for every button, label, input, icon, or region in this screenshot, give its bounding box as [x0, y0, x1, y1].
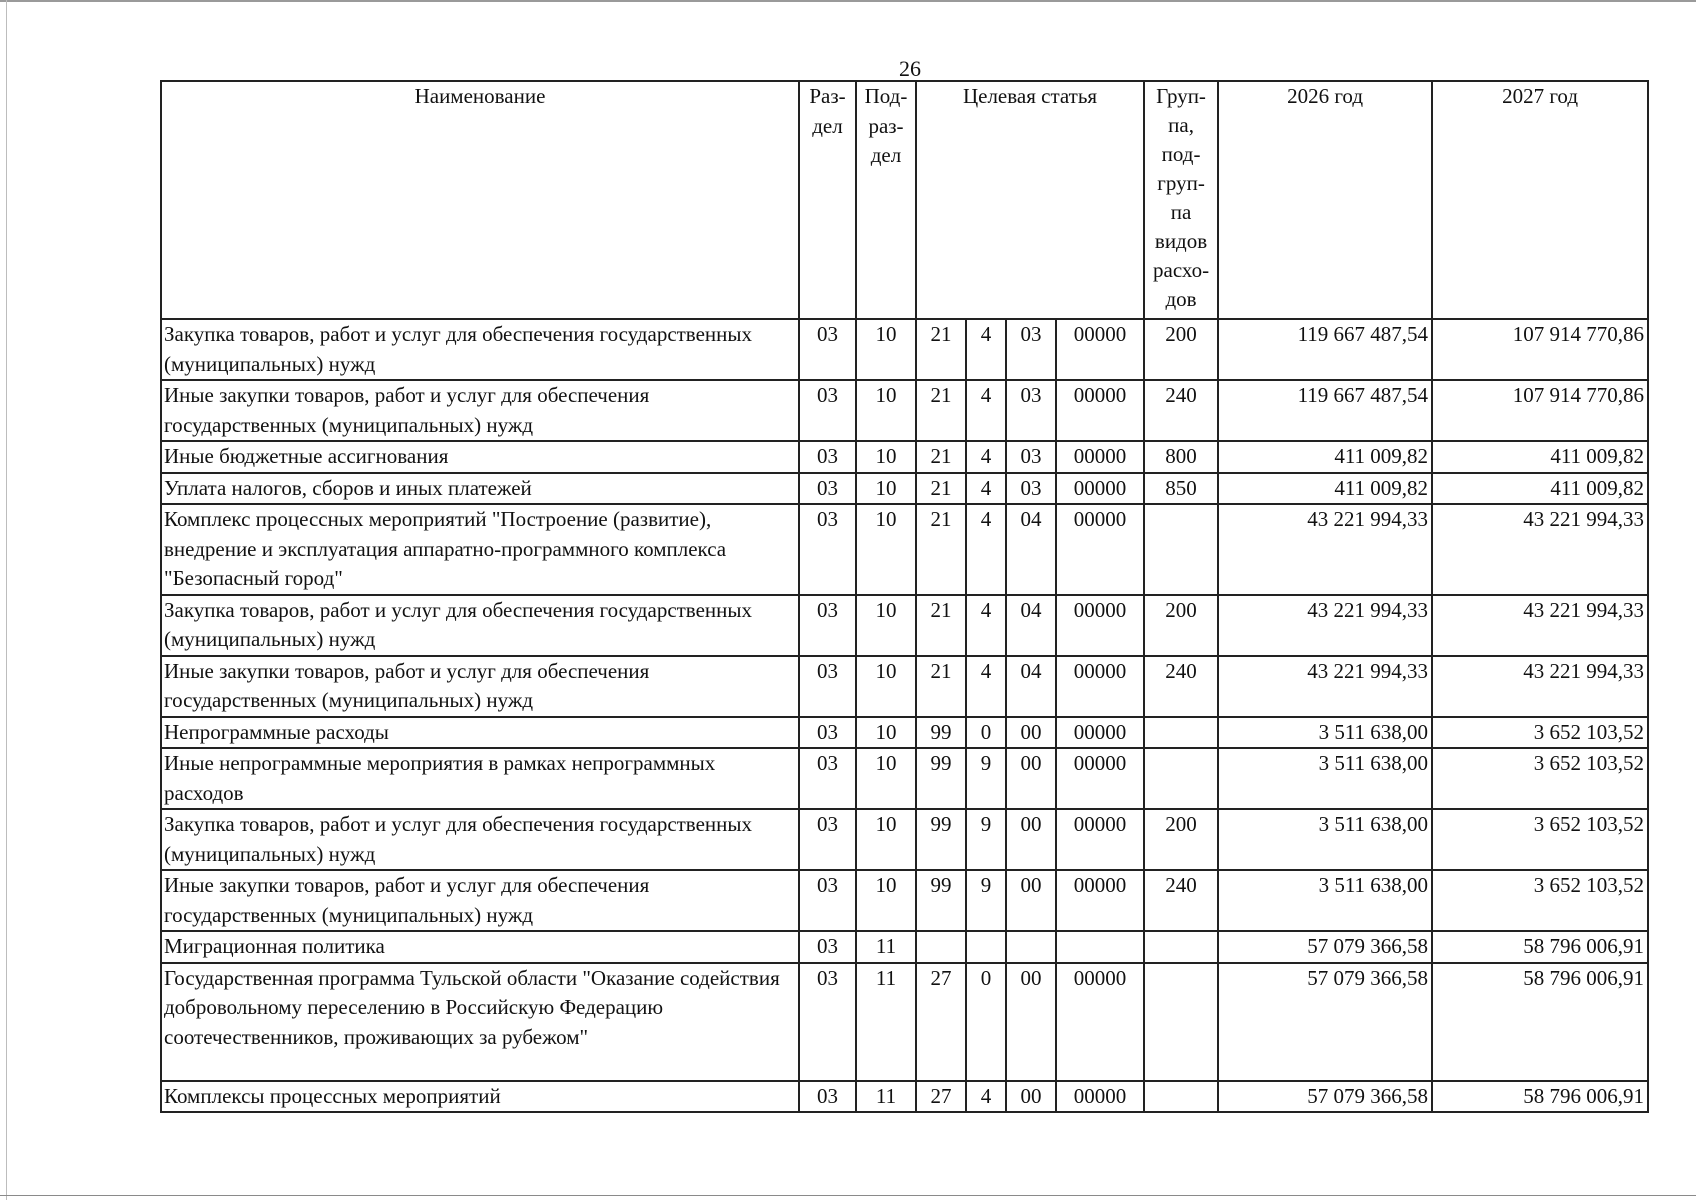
table-row [161, 656, 1648, 717]
cell-amount-2026: 57 079 366,58 [1218, 963, 1432, 1081]
cell-celevaya-program: 27 [916, 1081, 966, 1113]
cell-celevaya-subprogram: 00 [1006, 748, 1056, 809]
cell-razdel: 03 [799, 931, 856, 963]
cell-celevaya-subprogram: 00 [1006, 809, 1056, 870]
cell-name: Уплата налогов, сборов и иных платежей [161, 473, 799, 505]
cell-razdel: 03 [799, 656, 856, 717]
cell-vid-rashodov: 850 [1144, 473, 1218, 505]
cell-name: Закупка товаров, работ и услуг для обеспечения государственных (муниципальных) нужд [161, 319, 799, 380]
cell-name: Непрограммные расходы [161, 717, 799, 749]
cell-celevaya-direction: 00000 [1056, 319, 1144, 380]
cell-celevaya-type: 4 [966, 380, 1006, 441]
cell-celevaya-type [966, 931, 1006, 963]
cell-amount-2026: 3 511 638,00 [1218, 717, 1432, 749]
cell-amount-2026: 3 511 638,00 [1218, 870, 1432, 931]
cell-vid-rashodov [1144, 963, 1218, 1081]
cell-celevaya-program: 99 [916, 717, 966, 749]
cell-celevaya-type: 4 [966, 504, 1006, 595]
cell-razdel: 03 [799, 748, 856, 809]
cell-celevaya-subprogram: 00 [1006, 963, 1056, 1081]
cell-name: Закупка товаров, работ и услуг для обеспечения государственных (муниципальных) нужд [161, 809, 799, 870]
cell-celevaya-direction: 00000 [1056, 595, 1144, 656]
cell-celevaya-program: 99 [916, 870, 966, 931]
table-row [161, 748, 1648, 809]
cell-celevaya-direction [1056, 931, 1144, 963]
cell-celevaya-subprogram: 04 [1006, 595, 1056, 656]
cell-amount-2026: 57 079 366,58 [1218, 1081, 1432, 1113]
cell-amount-2027: 58 796 006,91 [1432, 931, 1648, 963]
cell-celevaya-direction: 00000 [1056, 656, 1144, 717]
cell-podrazdel: 10 [856, 717, 916, 749]
cell-celevaya-subprogram: 03 [1006, 473, 1056, 505]
cell-amount-2027: 107 914 770,86 [1432, 380, 1648, 441]
cell-celevaya-subprogram: 03 [1006, 319, 1056, 380]
cell-vid-rashodov: 200 [1144, 809, 1218, 870]
cell-celevaya-program: 99 [916, 809, 966, 870]
cell-amount-2027: 107 914 770,86 [1432, 319, 1648, 380]
table-row [161, 717, 1648, 749]
cell-podrazdel: 10 [856, 809, 916, 870]
cell-name: Иные закупки товаров, работ и услуг для обеспечения государственных (муниципальных) нужд [161, 656, 799, 717]
cell-vid-rashodov [1144, 748, 1218, 809]
cell-razdel: 03 [799, 809, 856, 870]
cell-amount-2026: 411 009,82 [1218, 441, 1432, 473]
cell-amount-2027: 43 221 994,33 [1432, 595, 1648, 656]
scan-edge-left [6, 0, 7, 1200]
cell-celevaya-type: 4 [966, 595, 1006, 656]
cell-name: Иные непрограммные мероприятия в рамках непрограммных расходов [161, 748, 799, 809]
cell-podrazdel: 10 [856, 473, 916, 505]
cell-celevaya-direction: 00000 [1056, 441, 1144, 473]
scan-edge-bottom [0, 1195, 1696, 1196]
cell-podrazdel: 10 [856, 748, 916, 809]
cell-vid-rashodov [1144, 931, 1218, 963]
cell-razdel: 03 [799, 319, 856, 380]
cell-vid-rashodov: 240 [1144, 656, 1218, 717]
cell-celevaya-subprogram: 00 [1006, 717, 1056, 749]
table-row [161, 963, 1648, 1081]
table-row [161, 931, 1648, 963]
cell-name: Закупка товаров, работ и услуг для обеспечения государственных (муниципальных) нужд [161, 595, 799, 656]
scan-edge-top [0, 0, 1696, 2]
cell-amount-2027: 3 652 103,52 [1432, 748, 1648, 809]
cell-amount-2027: 411 009,82 [1432, 473, 1648, 505]
cell-celevaya-direction: 00000 [1056, 717, 1144, 749]
cell-podrazdel: 10 [856, 380, 916, 441]
cell-celevaya-type: 9 [966, 809, 1006, 870]
cell-celevaya-subprogram: 03 [1006, 441, 1056, 473]
cell-amount-2027: 3 652 103,52 [1432, 870, 1648, 931]
cell-celevaya-program: 21 [916, 595, 966, 656]
cell-celevaya-direction: 00000 [1056, 963, 1144, 1081]
cell-celevaya-subprogram: 00 [1006, 1081, 1056, 1113]
cell-celevaya-subprogram: 04 [1006, 504, 1056, 595]
budget-table [160, 80, 1649, 1113]
table-row [161, 441, 1648, 473]
cell-celevaya-type: 9 [966, 748, 1006, 809]
cell-podrazdel: 10 [856, 595, 916, 656]
cell-razdel: 03 [799, 717, 856, 749]
cell-name: Государственная программа Тульской области "Оказание содействия добровольному переселению в Российскую Федерацию соотечественников, проживающих за рубежом" [161, 963, 799, 1081]
header-year-2026: 2026 год [1218, 81, 1432, 319]
cell-razdel: 03 [799, 963, 856, 1081]
table-row [161, 504, 1648, 595]
cell-amount-2027: 58 796 006,91 [1432, 963, 1648, 1081]
cell-vid-rashodov: 200 [1144, 595, 1218, 656]
cell-name: Комплексы процессных мероприятий [161, 1081, 799, 1113]
cell-amount-2026: 119 667 487,54 [1218, 319, 1432, 380]
table-row [161, 1081, 1648, 1113]
cell-celevaya-type: 4 [966, 656, 1006, 717]
cell-celevaya-program [916, 931, 966, 963]
header-razdel: Раз- дел [799, 81, 856, 319]
cell-name: Иные бюджетные ассигнования [161, 441, 799, 473]
cell-amount-2026: 3 511 638,00 [1218, 748, 1432, 809]
cell-celevaya-program: 21 [916, 380, 966, 441]
cell-celevaya-program: 21 [916, 441, 966, 473]
table-row [161, 380, 1648, 441]
cell-podrazdel: 10 [856, 656, 916, 717]
cell-vid-rashodov: 200 [1144, 319, 1218, 380]
table-row [161, 319, 1648, 380]
cell-celevaya-program: 21 [916, 656, 966, 717]
cell-razdel: 03 [799, 870, 856, 931]
cell-celevaya-direction: 00000 [1056, 870, 1144, 931]
cell-amount-2026: 43 221 994,33 [1218, 656, 1432, 717]
header-gruppa-vidov-rashodov: Груп- па, под- груп- па видов расхо- дов [1144, 81, 1218, 319]
cell-celevaya-program: 21 [916, 319, 966, 380]
cell-vid-rashodov: 240 [1144, 380, 1218, 441]
cell-name: Миграционная политика [161, 931, 799, 963]
cell-vid-rashodov: 240 [1144, 870, 1218, 931]
cell-celevaya-type: 4 [966, 319, 1006, 380]
table-body [161, 319, 1648, 1112]
cell-celevaya-direction: 00000 [1056, 504, 1144, 595]
cell-amount-2026: 411 009,82 [1218, 473, 1432, 505]
cell-podrazdel: 11 [856, 931, 916, 963]
cell-razdel: 03 [799, 1081, 856, 1113]
cell-celevaya-subprogram: 00 [1006, 870, 1056, 931]
cell-celevaya-direction: 00000 [1056, 473, 1144, 505]
cell-name: Иные закупки товаров, работ и услуг для обеспечения государственных (муниципальных) нужд [161, 870, 799, 931]
cell-celevaya-direction: 00000 [1056, 809, 1144, 870]
cell-podrazdel: 10 [856, 319, 916, 380]
header-celevaya-statya: Целевая статья [916, 81, 1144, 319]
table-row [161, 870, 1648, 931]
cell-amount-2027: 58 796 006,91 [1432, 1081, 1648, 1113]
cell-razdel: 03 [799, 473, 856, 505]
cell-celevaya-type: 9 [966, 870, 1006, 931]
cell-celevaya-subprogram [1006, 931, 1056, 963]
cell-name: Комплекс процессных мероприятий "Построение (развитие), внедрение и эксплуатация аппаратно-программного комплекса "Безопасный город" [161, 504, 799, 595]
cell-celevaya-program: 21 [916, 473, 966, 505]
cell-celevaya-program: 27 [916, 963, 966, 1081]
cell-celevaya-type: 4 [966, 473, 1006, 505]
cell-amount-2026: 43 221 994,33 [1218, 595, 1432, 656]
header-name: Наименование [161, 81, 799, 319]
table-header-row [161, 81, 1648, 319]
cell-celevaya-program: 21 [916, 504, 966, 595]
table-row [161, 473, 1648, 505]
cell-podrazdel: 11 [856, 963, 916, 1081]
cell-amount-2026: 119 667 487,54 [1218, 380, 1432, 441]
cell-amount-2026: 3 511 638,00 [1218, 809, 1432, 870]
cell-celevaya-direction: 00000 [1056, 380, 1144, 441]
table-row [161, 595, 1648, 656]
cell-amount-2026: 57 079 366,58 [1218, 931, 1432, 963]
cell-podrazdel: 10 [856, 870, 916, 931]
cell-amount-2027: 3 652 103,52 [1432, 717, 1648, 749]
cell-celevaya-subprogram: 03 [1006, 380, 1056, 441]
cell-celevaya-program: 99 [916, 748, 966, 809]
cell-razdel: 03 [799, 441, 856, 473]
page-number: 26 [899, 56, 921, 81]
cell-vid-rashodov [1144, 504, 1218, 595]
table-row [161, 809, 1648, 870]
cell-amount-2026: 43 221 994,33 [1218, 504, 1432, 595]
cell-celevaya-type: 0 [966, 717, 1006, 749]
cell-razdel: 03 [799, 504, 856, 595]
cell-vid-rashodov [1144, 717, 1218, 749]
cell-celevaya-subprogram: 04 [1006, 656, 1056, 717]
cell-celevaya-direction: 00000 [1056, 748, 1144, 809]
cell-vid-rashodov [1144, 1081, 1218, 1113]
cell-celevaya-direction: 00000 [1056, 1081, 1144, 1113]
cell-amount-2027: 43 221 994,33 [1432, 656, 1648, 717]
cell-vid-rashodov: 800 [1144, 441, 1218, 473]
header-podrazdel: Под- раз- дел [856, 81, 916, 319]
cell-name: Иные закупки товаров, работ и услуг для обеспечения государственных (муниципальных) нужд [161, 380, 799, 441]
cell-celevaya-type: 0 [966, 963, 1006, 1081]
cell-celevaya-type: 4 [966, 1081, 1006, 1113]
cell-razdel: 03 [799, 380, 856, 441]
cell-podrazdel: 10 [856, 504, 916, 595]
cell-podrazdel: 10 [856, 441, 916, 473]
cell-razdel: 03 [799, 595, 856, 656]
cell-podrazdel: 11 [856, 1081, 916, 1113]
cell-celevaya-type: 4 [966, 441, 1006, 473]
cell-amount-2027: 43 221 994,33 [1432, 504, 1648, 595]
cell-amount-2027: 411 009,82 [1432, 441, 1648, 473]
cell-amount-2027: 3 652 103,52 [1432, 809, 1648, 870]
header-year-2027: 2027 год [1432, 81, 1648, 319]
